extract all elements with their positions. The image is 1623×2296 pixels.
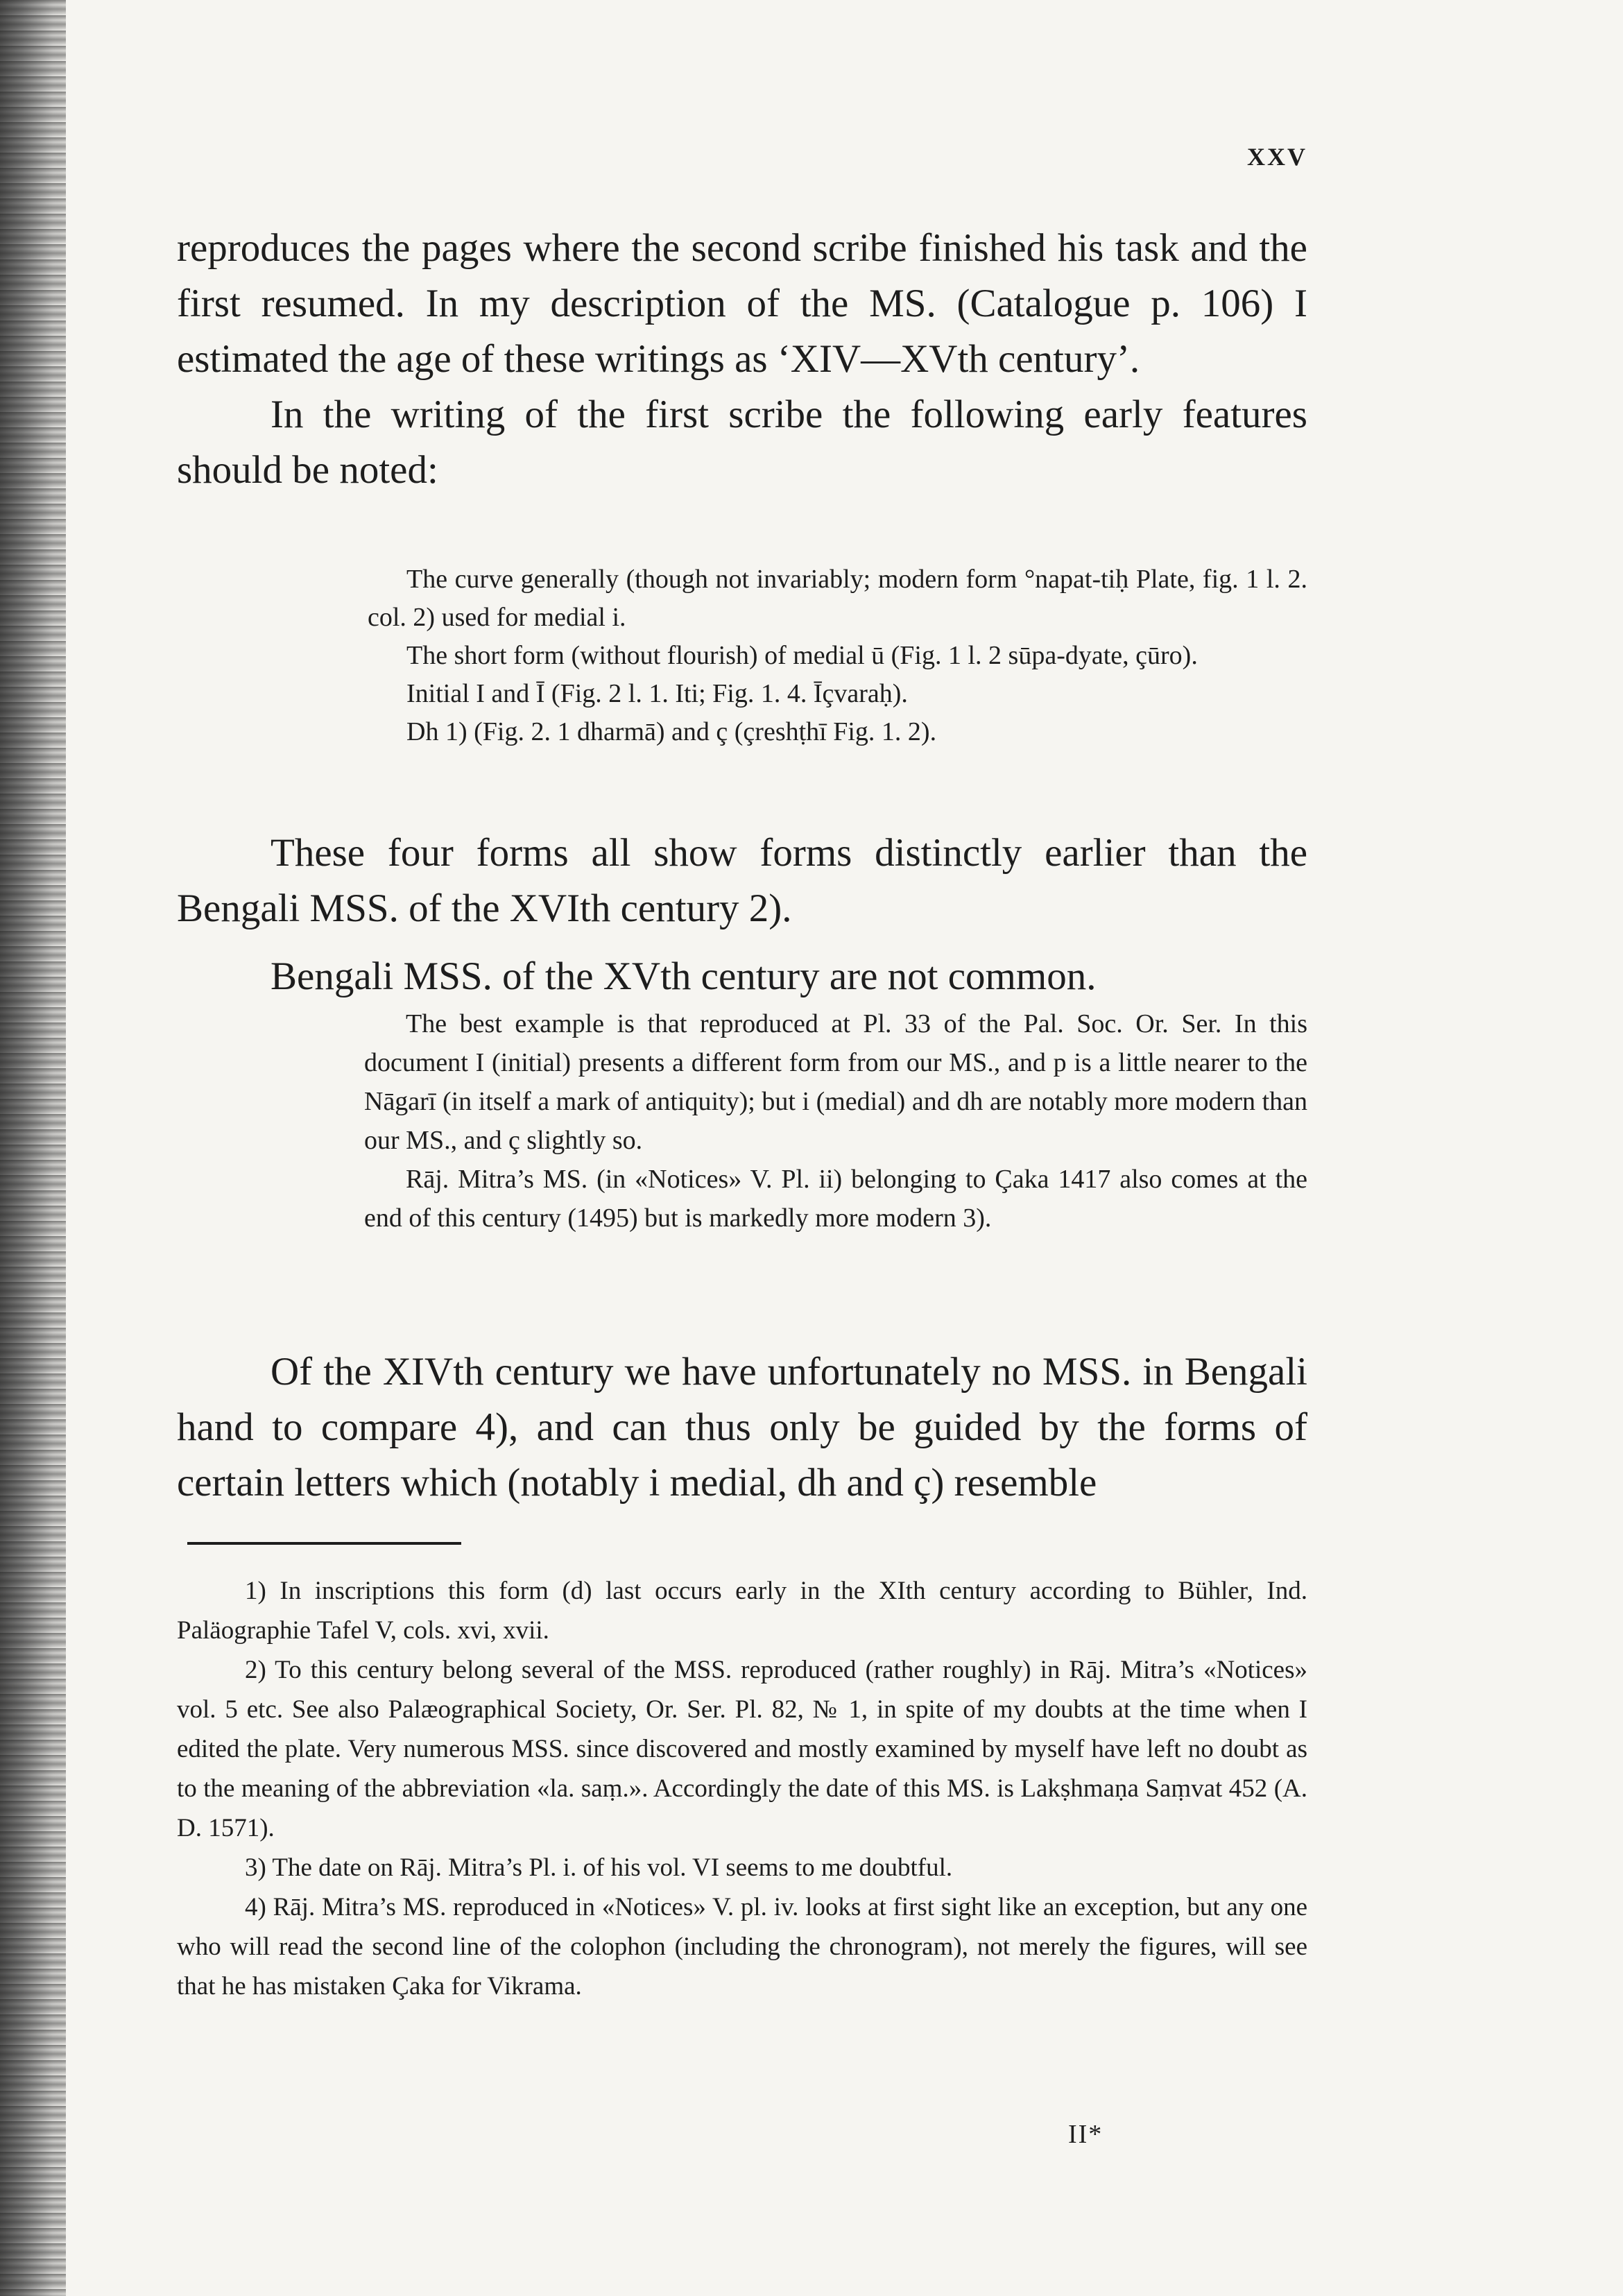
paragraph-xivth-century: Of the XIVth century we have unfortunately no MSS. in Bengali hand to compare 4), and can thus only be guided by the forms of certain letters which (notably i medial, dh and ç) resemble [177, 1350, 1307, 1505]
paragraph-continuation: reproduces the pages where the second scribe finished his task and the first resumed. In my description of the MS. (Catalogue p. 106) I estimated the age of these writings as ‘XIV—XVth century’. [177, 226, 1307, 381]
footnote-divider [187, 1542, 461, 1545]
note-best-example: The best example is that reproduced at Pl. 33 of the Pal. Soc. Or. Ser. In this document I (initial) presents a different form from our MS., and p is a little nearer to the Nāgarī (in itself a mark of antiquity); but i (medial) and dh are notably more modern than our MS., and ç slightly so. [364, 1009, 1307, 1155]
footnote-4: 4) Rāj. Mitra’s MS. reproduced in «Notices» V. pl. iv. looks at first sight like an exception, but any one who will read the second line of the colophon (including the chronogram), not merely the figures, will see that he has mistaken Çaka for Vikrama. [177, 1893, 1307, 2001]
feature-item: The curve generally (though not invariably; modern form °napat-tiḥ Plate, fig. 1 l. 2. col. 2) used for medial i. [368, 565, 1307, 632]
main-text-bottom [177, 1344, 1307, 1511]
feature-item: Initial I and Ī (Fig. 2 l. 1. Iti; Fig. 1. 4. Īçvaraḥ). [406, 679, 908, 708]
feature-item: The short form (without flourish) of medial ū (Fig. 1 l. 2 sūpa-dyate, çūro). [406, 641, 1198, 670]
main-text-top [177, 221, 1307, 498]
notes-block [364, 1004, 1307, 1237]
feature-item: Dh 1) (Fig. 2. 1 dharmā) and ç (çreshṭhī Fig. 1. 2). [406, 717, 937, 746]
page-number: XXV [1247, 143, 1307, 171]
footnote-1: 1) In inscriptions this form (d) last occurs early in the XIth century according to Bühler, Ind. Paläographie Tafel V, cols. xvi, xvii. [177, 1577, 1307, 1645]
footnote-3: 3) The date on Rāj. Mitra’s Pl. i. of his vol. VI seems to me doubtful. [245, 1853, 953, 1882]
paragraph-four-forms: These four forms all show forms distinctly earlier than the Bengali MSS. of the XVIth century 2). [177, 831, 1307, 930]
note-raj-mitra: Rāj. Mitra’s MS. (in «Notices» V. Pl. ii) belonging to Çaka 1417 also comes at the end of this century (1495) but is markedly more modern 3). [364, 1165, 1307, 1233]
footnote-2: 2) To this century belong several of the MSS. reproduced (rather roughly) in Rāj. Mitra’s «Notices» vol. 5 etc. See also Palæographical Society, Or. Ser. Pl. 82, № 1, in spite of my doubts at the time when I edited the plate. Very numerous MSS. since discovered and mostly examined by myself have left no doubt as to the meaning of the abbreviation «la. saṃ.». Accordingly the date of this MS. is Lakṣhmaṇa Saṃvat 452 (A. D. 1571). [177, 1656, 1307, 1842]
paragraph-first-scribe: In the writing of the first scribe the following early features should be noted: [177, 393, 1307, 492]
feature-list [368, 560, 1307, 751]
paragraph-xvth-century: Bengali MSS. of the XVth century are not common. [270, 954, 1097, 998]
binding-edge-shadow [0, 0, 66, 2296]
signature-mark: II* [1068, 2120, 1104, 2149]
main-text-middle [177, 825, 1307, 1004]
footnotes [177, 1571, 1307, 2006]
